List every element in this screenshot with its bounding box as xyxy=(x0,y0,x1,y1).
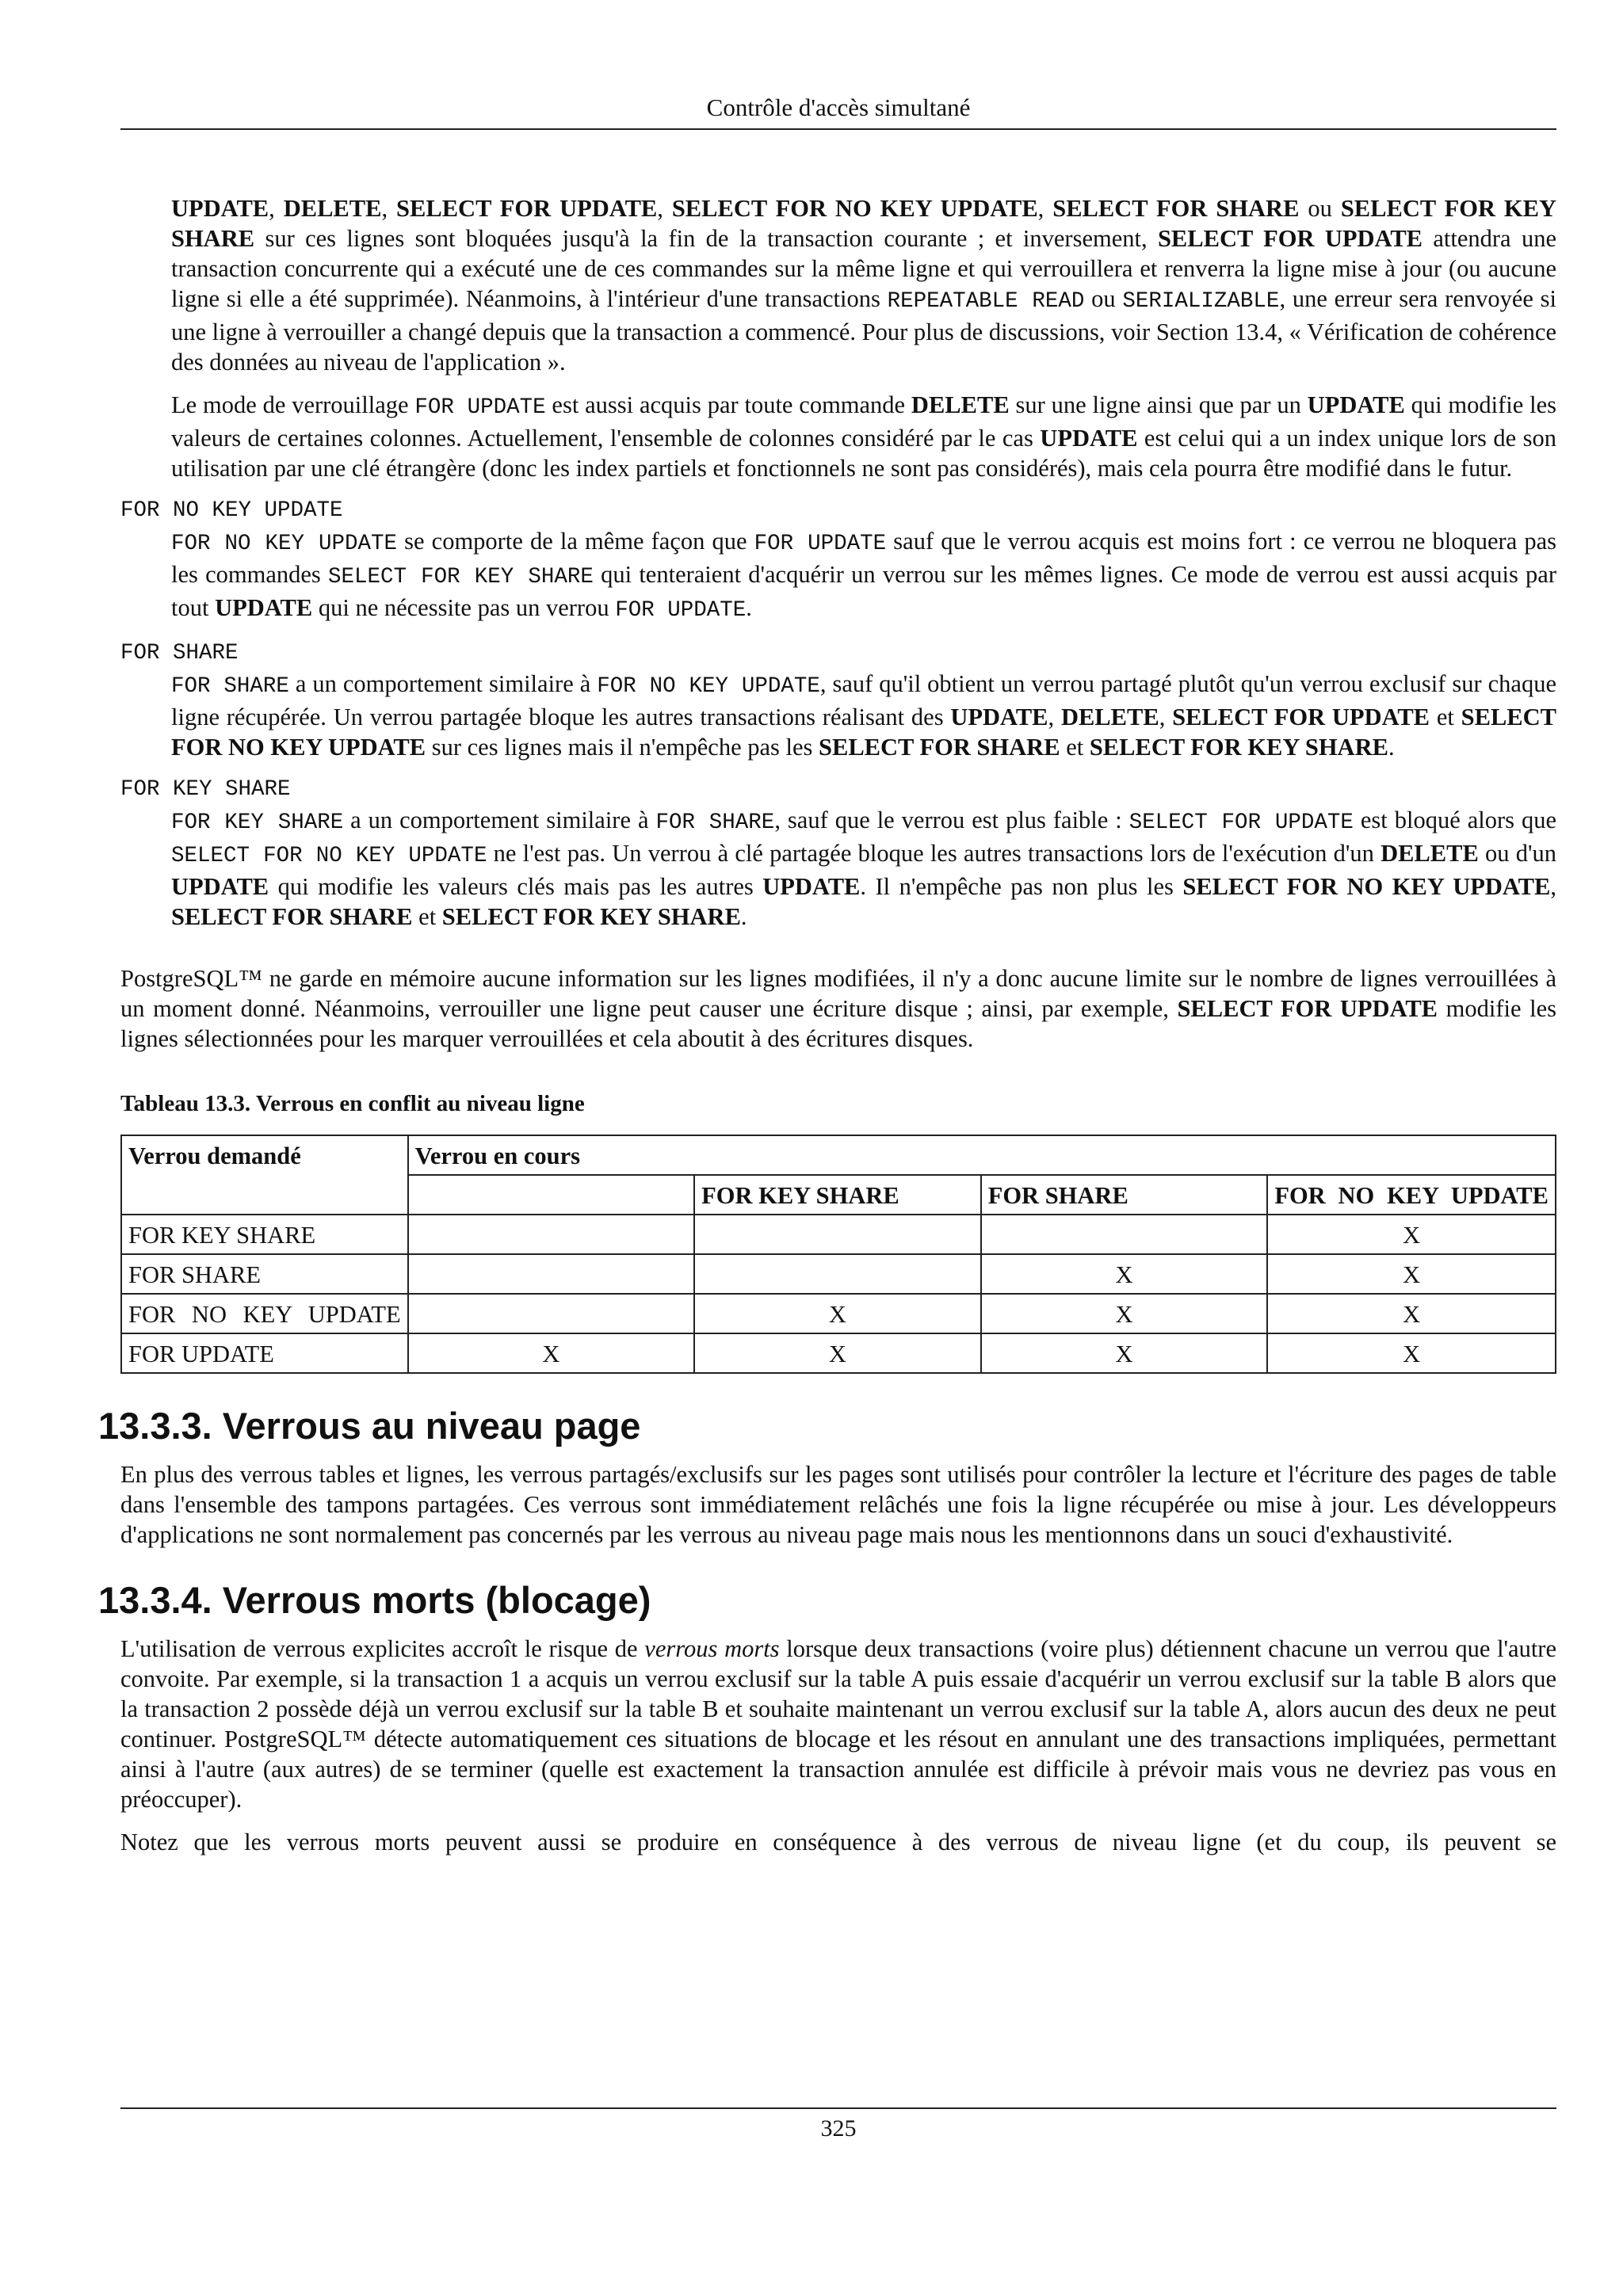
text-run: sur une ligne ainsi que par un xyxy=(1009,391,1308,418)
paragraph: En plus des verrous tables et lignes, les verrous partagés/exclusifs sur les pages sont utilisés pour contrôler la lecture et l'écriture des pages de table dans l'ensemble des tampons partagées. Ces verrous sont immédiatement relâchés une fois la ligne récupérée ou mise à jour. Les développeurs d'applications ne sont normalement pas concernés par les verrous au niveau page mais nous les mentionnons dans un souci d'exhaustivité. xyxy=(120,1461,1556,1548)
code-literal: FOR NO KEY UPDATE xyxy=(171,532,398,556)
code-literal: SERIALIZABLE xyxy=(1122,289,1280,314)
footer-rule xyxy=(120,2107,1556,2109)
command-name: SELECT FOR SHARE xyxy=(171,903,413,930)
header-rule xyxy=(120,128,1556,130)
conflict-cell xyxy=(981,1215,1268,1254)
table-caption: Tableau 13.3. Verrous en conflit au niveau ligne xyxy=(120,1091,585,1116)
running-header: Contrôle d'accès simultané xyxy=(706,93,971,121)
deadlocks-paragraph xyxy=(120,1634,1556,1857)
paragraph xyxy=(171,526,1556,626)
paragraph xyxy=(171,390,1556,483)
conflict-cell: X xyxy=(694,1333,981,1373)
text-run: ou xyxy=(1084,285,1123,312)
section-heading: 13.3.3. Verrous au niveau page xyxy=(98,1405,641,1447)
command-name: UPDATE xyxy=(1307,391,1405,418)
page-number: 325 xyxy=(820,2115,857,2142)
term-for-share: FOR SHARE xyxy=(120,641,239,666)
subheader-cell xyxy=(408,1175,694,1215)
code-literal: SELECT FOR NO KEY UPDATE xyxy=(171,844,487,868)
text-run: , sauf qu'il obtient un verrou partagé plutôt qu'un verrou exclusif sur chaque ligne récupérée. Un verrou partagée bloque les autres transactions réalisant des xyxy=(171,670,1557,730)
code-literal: FOR UPDATE xyxy=(754,532,887,556)
conflict-cell: X xyxy=(981,1254,1268,1294)
text-run: et xyxy=(412,903,442,930)
command-name: UPDATE xyxy=(1040,425,1138,452)
conflict-cell xyxy=(408,1294,694,1333)
text-run: est celui qui a un index unique lors de son utilisation par une clé étrangère (donc les index partiels et fonctionnels ne sont pas considérés), mais cela pourra être modifié dans le futur. xyxy=(171,425,1556,482)
conflict-cell: X xyxy=(1267,1333,1556,1373)
conflict-cell xyxy=(408,1254,694,1294)
header-requested-lock: Verrou demandé xyxy=(121,1135,408,1215)
command-name: DELETE xyxy=(283,195,382,222)
term-for-key-share: FOR KEY SHARE xyxy=(120,777,291,802)
text-run: . Il n'empêche pas non plus les xyxy=(860,873,1183,900)
text-run: , sauf que le verrou est plus faible : xyxy=(774,807,1129,833)
emphasis: verrous morts xyxy=(644,1635,780,1662)
conflict-cell: X xyxy=(1267,1294,1556,1333)
text-run: Le mode de verrouillage xyxy=(171,391,415,418)
command-name: SELECT FOR NO KEY UPDATE xyxy=(1182,873,1551,900)
text-run: qui ne nécessite pas un verrou xyxy=(312,594,616,621)
text-run: , xyxy=(381,195,397,222)
row-label: FOR SHARE xyxy=(121,1254,408,1294)
definition-for-share xyxy=(171,669,1556,762)
paragraph xyxy=(171,669,1556,762)
text-run: se comporte de la même façon que xyxy=(397,528,754,555)
text-run: . xyxy=(740,903,747,930)
command-name: SELECT FOR NO KEY UPDATE xyxy=(671,195,1038,222)
command-name: SELECT FOR UPDATE xyxy=(396,195,658,222)
text-run: a un comportement similaire à xyxy=(288,670,598,697)
text-run: et xyxy=(1430,704,1461,730)
document-page xyxy=(98,0,1557,2296)
code-literal: FOR NO KEY UPDATE xyxy=(597,674,820,699)
text-run: est aussi acquis par toute commande xyxy=(545,391,911,418)
definition-for-key-share xyxy=(171,805,1556,932)
text-run: , xyxy=(269,195,284,222)
text-run: , xyxy=(1048,704,1061,730)
text-run: attendra une transaction concurrente qui a exécuté une de ces commandes sur la même ligne et qui verrouillera et renverra la ligne mise à jour (ou aucune ligne si elle a été supprimée). Néanmoins, à l'intérieur d'une transactions xyxy=(171,225,1556,312)
text-run: , xyxy=(657,195,672,222)
command-name: SELECT FOR UPDATE xyxy=(1172,704,1430,730)
command-name: SELECT FOR SHARE xyxy=(819,734,1060,761)
command-name: SELECT FOR KEY SHARE xyxy=(1089,734,1388,761)
text-run: qui tenteraient d'acquérir un verrou sur les mêmes lignes. Ce mode de verrou est aussi acquis par tout xyxy=(171,561,1557,621)
text-run: et xyxy=(1060,734,1090,761)
text-run: , xyxy=(1037,195,1053,222)
text-run: ne l'est pas. Un verrou à clé partagée bloque les autres transactions lors de l'exécution d'un xyxy=(487,840,1381,867)
conflict-cell: X xyxy=(408,1333,694,1373)
text-run: sur ces lignes sont bloquées jusqu'à la fin de la transaction courante ; et inversement, xyxy=(254,225,1158,252)
command-name: UPDATE xyxy=(762,873,861,900)
text-run: L'utilisation de verrous explicites accroît le risque de xyxy=(120,1635,645,1662)
command-name: SELECT FOR SHARE xyxy=(1052,195,1300,222)
for-update-description-continued xyxy=(171,193,1556,483)
conflict-cell xyxy=(408,1215,694,1254)
table-row xyxy=(121,1333,1556,1373)
code-literal: SELECT FOR KEY SHARE xyxy=(328,565,594,589)
subheader-cell: FOR SHARE xyxy=(981,1175,1268,1215)
section-heading: 13.3.4. Verrous morts (blocage) xyxy=(98,1579,651,1621)
text-run: . xyxy=(746,594,752,621)
command-name: SELECT FOR KEY SHARE xyxy=(441,903,741,930)
command-name: SELECT FOR UPDATE xyxy=(1157,225,1423,252)
code-literal: FOR SHARE xyxy=(655,810,775,835)
text-run: . xyxy=(1388,734,1395,761)
command-name: SELECT FOR NO KEY UPDATE xyxy=(171,704,1557,761)
text-run: sur ces lignes mais il n'empêche pas les xyxy=(426,734,819,761)
text-run: a un comportement similaire à xyxy=(343,807,656,833)
text-run: ou d'un xyxy=(1478,840,1556,867)
text-run: lorsque deux transactions (voire plus) détiennent chacune un verrou que l'autre convoite. Par exemple, si la transaction 1 a acquis un verrou exclusif sur la table A puis essaie d'acquérir un verrou exclusif sur la table B alors que la transaction 2 possède déjà un verrou exclusif sur la table B et souhaite maintenant un verrou exclusif sur la table A, alors aucun des deux ne peut continuer. PostgreSQL™ détecte automatiquement ces situations de blocage et les résout en annulant une des transactions impliquées, permettant ainsi à l'autre (aux autres) de se terminer (quelle est exactement la transaction annulée est difficile à prévoir mais vous ne devriez pas vous en préoccuper). xyxy=(120,1635,1557,1813)
text-run: sauf que le verrou acquis est moins fort : ce verrou ne bloquera pas les commandes xyxy=(171,528,1557,588)
paragraph xyxy=(171,193,1556,377)
conflict-cell: X xyxy=(1267,1254,1556,1294)
command-name: DELETE xyxy=(1381,840,1479,867)
code-literal: FOR UPDATE xyxy=(615,598,747,623)
text-run: modifie les lignes sélectionnées pour les marquer verrouillées et cela aboutit à des écritures disques. xyxy=(120,995,1556,1052)
table-row xyxy=(121,1294,1556,1333)
command-name: UPDATE xyxy=(171,873,269,900)
code-literal: REPEATABLE READ xyxy=(887,289,1085,314)
text-run: PostgreSQL™ ne garde en mémoire aucune information sur les lignes modifiées, il n'y a donc aucune limite sur le nombre de lignes verrouillées à un moment donné. Néanmoins, verrouiller une ligne peut causer une écriture disque ; ainsi, par exemple, xyxy=(120,965,1556,1022)
definition-for-no-key-update xyxy=(171,526,1556,626)
conflict-cell xyxy=(694,1215,981,1254)
page-locks-paragraph xyxy=(120,1459,1556,1550)
paragraph xyxy=(171,805,1556,932)
paragraph xyxy=(120,963,1556,1054)
code-literal: FOR KEY SHARE xyxy=(171,810,344,835)
text-run: ou xyxy=(1299,195,1341,222)
command-name: SELECT FOR UPDATE xyxy=(1177,995,1438,1022)
conflict-cell: X xyxy=(694,1294,981,1333)
code-literal: FOR SHARE xyxy=(171,674,289,699)
text-run: qui modifie les valeurs clés mais pas les autres xyxy=(269,873,763,900)
page-content xyxy=(98,193,1557,1857)
command-name: UPDATE xyxy=(171,195,269,222)
conflict-cell: X xyxy=(981,1294,1268,1333)
command-name: SELECT FOR KEY SHARE xyxy=(171,195,1557,252)
row-label: FOR KEY SHARE xyxy=(121,1215,408,1254)
header-current-lock: Verrou en cours xyxy=(408,1135,1556,1175)
text-run: qui modifie les valeurs de certaines colonnes. Actuellement, l'ensemble de colonnes considéré par le cas xyxy=(171,391,1556,452)
table-row xyxy=(121,1254,1556,1294)
text-run: est bloqué alors que xyxy=(1353,807,1557,833)
row-label: FOR UPDATE xyxy=(121,1333,408,1373)
command-name: UPDATE xyxy=(215,594,313,621)
table-row xyxy=(121,1215,1556,1254)
paragraph: Notez que les verrous morts peuvent aussi se produire en conséquence à des verrous de niveau ligne (et du coup, ils peuvent se xyxy=(120,1829,1556,1855)
row-lock-conflict-table xyxy=(120,1135,1556,1374)
conflict-cell xyxy=(694,1254,981,1294)
conflict-cell: X xyxy=(981,1333,1268,1373)
command-name: DELETE xyxy=(911,391,1010,418)
text-run: , xyxy=(1159,704,1173,730)
subheader-cell: FOR NO KEY UPDATE xyxy=(1267,1175,1556,1215)
table-header-row xyxy=(121,1135,1556,1175)
paragraph xyxy=(120,1634,1556,1814)
subheader-cell: FOR KEY SHARE xyxy=(694,1175,981,1215)
code-literal: SELECT FOR UPDATE xyxy=(1128,810,1354,835)
text-run: , une erreur sera renvoyée si une ligne à verrouiller a changé depuis que la transaction a commencé. Pour plus de discussions, voir Section 13.4, « Vérification de cohérence des données au niveau de l'application ». xyxy=(171,285,1557,376)
row-label: FOR NO KEY UPDATE xyxy=(121,1294,408,1333)
command-name: UPDATE xyxy=(950,704,1048,730)
text-run: , xyxy=(1550,873,1556,900)
code-literal: FOR UPDATE xyxy=(414,395,546,420)
term-for-no-key-update: FOR NO KEY UPDATE xyxy=(120,498,343,523)
conflict-cell: X xyxy=(1267,1215,1556,1254)
command-name: DELETE xyxy=(1060,704,1159,730)
postgresql-row-locks-paragraph xyxy=(120,963,1556,1054)
